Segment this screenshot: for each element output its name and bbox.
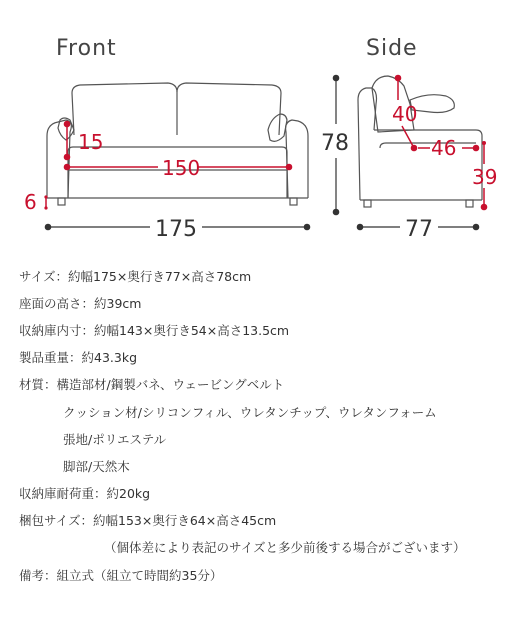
sofa-dimension-diagram [0, 0, 525, 255]
dim-endpoint [481, 204, 488, 211]
spec-label: 収納庫耐荷重： [19, 486, 107, 502]
side-height-label: 78 [321, 131, 349, 156]
side-depth-label: 77 [405, 217, 433, 242]
spec-seat-height [19, 289, 519, 316]
dim-endpoint [64, 164, 71, 171]
dim-endpoint [286, 164, 293, 171]
dim-endpoint [64, 121, 71, 128]
spec-material-line [19, 452, 519, 479]
spec-value: 約幅175×奥行き77×高さ78cm [68, 268, 252, 284]
spec-note [19, 561, 519, 588]
front-title: Front [56, 36, 117, 61]
front-leg-height-label: 6 [24, 190, 37, 214]
dim-endpoint [357, 224, 364, 231]
side-back-cushion-label: 40 [392, 102, 418, 126]
spec-value: 約20kg [106, 486, 151, 502]
spec-value: 組立式（組立て時間約35分） [56, 567, 223, 583]
spec-storage [19, 316, 519, 343]
spec-label: 備考： [19, 567, 57, 583]
dim-endpoint [473, 224, 480, 231]
spec-label: サイズ： [19, 268, 69, 284]
dim-endpoint [64, 154, 71, 161]
dim-endpoint [395, 75, 402, 82]
front-width-label: 175 [155, 217, 197, 242]
dim-endpoint [45, 224, 52, 231]
spec-package-note [19, 534, 519, 561]
spec-label: 収納庫内寸： [19, 322, 95, 338]
spec-value: 脚部/天然木 [63, 458, 130, 474]
spec-value: 張地/ポリエステル [63, 431, 167, 447]
front-seat-width-label: 150 [162, 156, 201, 180]
front-arm-height-label: 15 [78, 130, 104, 154]
spec-value: 構造部材/鋼製バネ、ウェービングベルト [56, 377, 285, 393]
spec-label: 座面の高さ： [19, 295, 95, 311]
spec-weight [19, 344, 519, 371]
spec-material [19, 371, 519, 398]
dim-endpoint [473, 145, 480, 152]
spec-package [19, 507, 519, 534]
dim-endpoint [304, 224, 311, 231]
spec-label: 製品重量： [19, 350, 82, 366]
side-seat-height-label: 39 [472, 165, 498, 189]
spec-value: 約幅143×奥行き54×高さ13.5cm [94, 322, 290, 338]
spec-value: 約幅153×奥行き64×高さ45cm [93, 513, 277, 529]
spec-label: 材質： [19, 377, 57, 393]
front-leg-height-marker [44, 195, 47, 209]
spec-list [19, 262, 519, 588]
spec-material-line [19, 425, 519, 452]
dim-endpoint [411, 145, 418, 152]
dim-endpoint [333, 209, 340, 216]
spec-value: クッション材/シリコンフィル、ウレタンチップ、ウレタンフォーム [63, 404, 437, 420]
spec-material-line [19, 398, 519, 425]
spec-label: 梱包サイズ： [19, 513, 94, 529]
spec-size [19, 262, 519, 289]
spec-value: 約43.3kg [81, 350, 138, 366]
spec-value: （個体差により表記のサイズと多少前後する場合がございます） [104, 540, 466, 556]
side-title: Side [366, 36, 418, 61]
side-seat-depth-label: 46 [431, 136, 457, 160]
sofa-side-drawing [358, 76, 482, 207]
spec-load [19, 480, 519, 507]
spec-value: 約39cm [94, 295, 142, 311]
dim-endpoint [333, 75, 340, 82]
